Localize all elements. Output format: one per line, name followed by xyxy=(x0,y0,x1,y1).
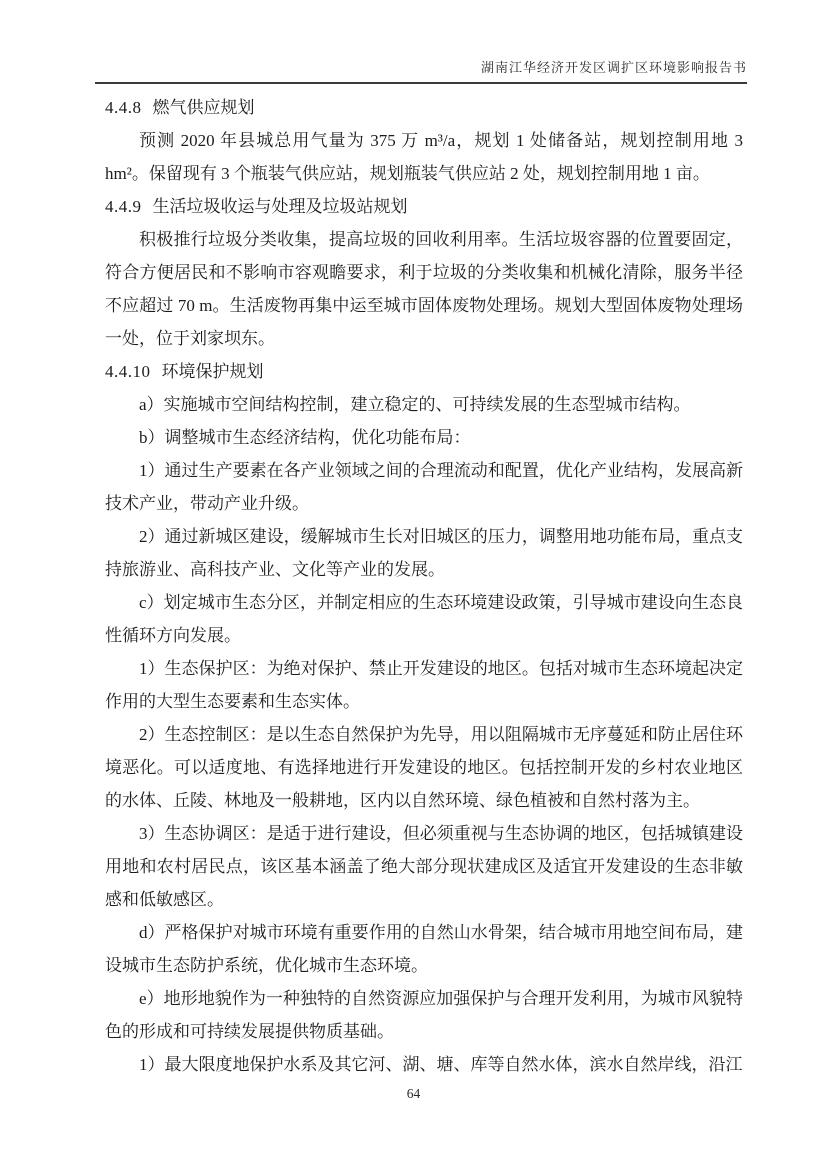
paragraph: 1）生态保护区：为绝对保护、禁止开发建设的地区。包括对城市生态环境起决定作用的大型生态要素和生态实体。 xyxy=(105,659,743,711)
header-rule xyxy=(95,82,747,84)
section-heading xyxy=(105,190,743,223)
paragraph: 3）生态协调区：是适于进行建设，但必须重视与生态协调的地区，包括城镇建设用地和农村居民点，该区基本涵盖了绝大部分现状建成区及适宜开发建设的生态非敏感和低敏感区。 xyxy=(105,824,743,909)
section-title: 燃气供应规划 xyxy=(152,98,255,117)
section-number: 4.4.8 xyxy=(105,98,142,117)
paragraph: 1）通过生产要素在各产业领域之间的合理流动和配置，优化产业结构，发展高新技术产业，带动产业升级。 xyxy=(105,461,743,513)
section-heading xyxy=(105,355,743,388)
paragraph: e）地形地貌作为一种独特的自然资源应加强保护与合理开发利用，为城市风貌特色的形成和可持续发展提供物质基础。 xyxy=(105,989,743,1041)
section-number: 4.4.10 xyxy=(105,362,151,381)
section-number: 4.4.9 xyxy=(105,197,142,216)
paragraph: 积极推行垃圾分类收集，提高垃圾的回收利用率。生活垃圾容器的位置要固定，符合方便居民和不影响市容观瞻要求，利于垃圾的分类收集和机械化清除，服务半径不应超过 70 m。生活废物再集中运至城市固体废物处理场。规划大型固体废物处理场一处，位于刘家坝东。 xyxy=(105,230,743,348)
header-title: 湖南江华经济开发区调扩区环境影响报告书 xyxy=(480,60,747,75)
page-header xyxy=(95,57,747,84)
paragraph: 2）通过新城区建设，缓解城市生长对旧城区的压力，调整用地功能布局，重点支持旅游业、高科技产业、文化等产业的发展。 xyxy=(105,527,743,579)
paragraph: 1）最大限度地保护水系及其它河、湖、塘、库等自然水体，滨水自然岸线，沿江 xyxy=(139,1055,743,1074)
section-title: 环境保护规划 xyxy=(161,362,264,381)
paragraph: a）实施城市空间结构控制，建立稳定的、可持续发展的生态型城市结构。 xyxy=(139,395,691,414)
section-heading xyxy=(105,91,743,124)
paragraph: 2）生态控制区：是以生态自然保护为先导，用以阻隔城市无序蔓延和防止居住环境恶化。可以适度地、有选择地进行开发建设的地区。包括控制开发的乡村农业地区的水体、丘陵、林地及一般耕地，区内以自然环境、绿色植被和自然村落为主。 xyxy=(105,725,743,810)
paragraph: d）严格保护对城市环境有重要作用的自然山水骨架，结合城市用地空间布局，建设城市生态防护系统，优化城市生态环境。 xyxy=(105,923,743,975)
page-footer xyxy=(0,1086,827,1102)
paragraph: c）划定城市生态分区，并制定相应的生态环境建设政策，引导城市建设向生态良性循环方向发展。 xyxy=(105,593,743,645)
section-title: 生活垃圾收运与处理及垃圾站规划 xyxy=(152,197,408,216)
paragraph: 预测 2020 年县城总用气量为 375 万 m³/a，规划 1 处储备站，规划控制用地 3 hm²。保留现有 3 个瓶装气供应站，规划瓶装气供应站 2 处，规划控制用地 1 亩。 xyxy=(105,131,743,183)
paragraph: b）调整城市生态经济结构，优化功能布局： xyxy=(139,428,471,447)
document-body xyxy=(105,91,743,1081)
page-number: 64 xyxy=(406,1086,421,1101)
